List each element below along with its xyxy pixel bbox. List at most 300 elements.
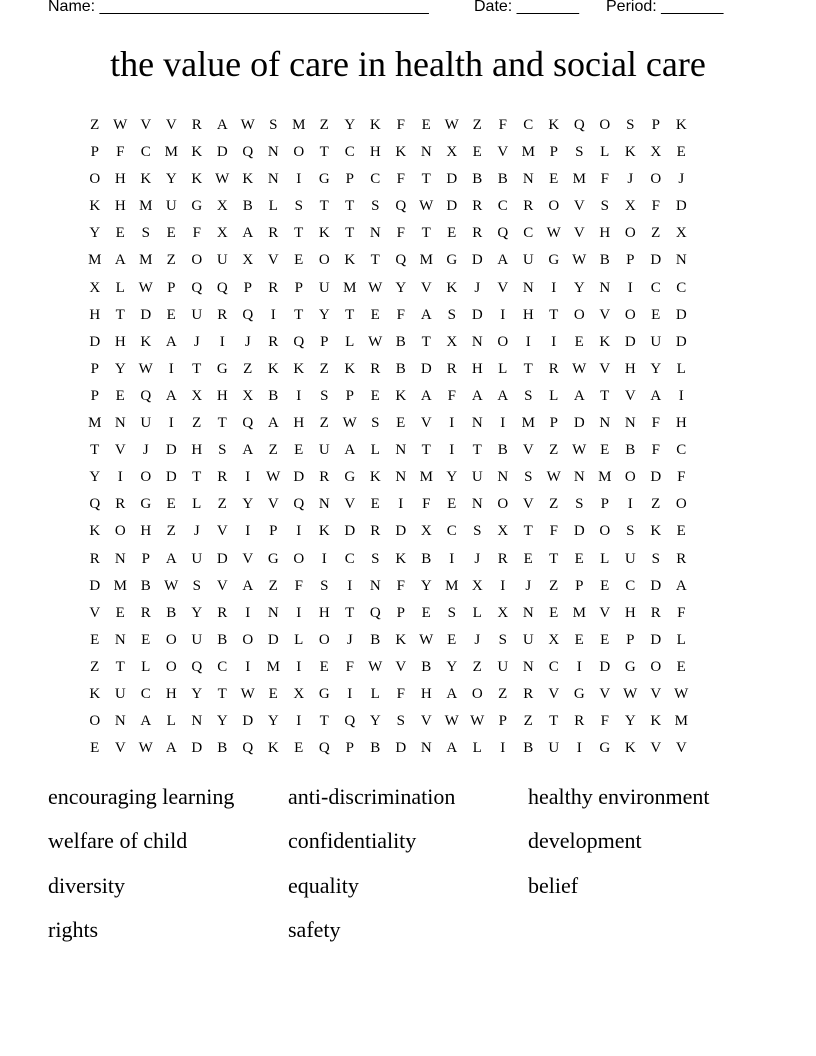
grid-letter[interactable]: Z	[90, 117, 100, 133]
grid-letter[interactable]: V	[420, 713, 432, 730]
grid-letter[interactable]: W	[572, 360, 587, 377]
grid-letter[interactable]: T	[421, 333, 431, 350]
grid-letter[interactable]: P	[345, 740, 354, 757]
grid-letter[interactable]: C	[676, 279, 687, 296]
grid-letter[interactable]: M	[164, 144, 178, 161]
grid-letter[interactable]: U	[471, 469, 483, 486]
grid-letter[interactable]: F	[396, 577, 405, 594]
grid-letter[interactable]: E	[600, 577, 610, 594]
grid-letter[interactable]: T	[345, 604, 355, 621]
grid-letter[interactable]: V	[165, 117, 177, 133]
grid-letter[interactable]: E	[447, 496, 457, 513]
grid-letter[interactable]: G	[446, 252, 458, 269]
grid-letter[interactable]: E	[651, 306, 661, 323]
grid-letter[interactable]: O	[471, 685, 483, 702]
grid-letter[interactable]: O	[293, 144, 305, 161]
grid-letter[interactable]: Z	[549, 577, 559, 594]
grid-letter[interactable]: B	[268, 387, 279, 404]
grid-letter[interactable]: S	[626, 523, 635, 540]
grid-letter[interactable]: N	[522, 171, 534, 188]
grid-letter[interactable]: M	[419, 469, 433, 486]
grid-letter[interactable]: G	[624, 658, 636, 675]
grid-letter[interactable]: L	[549, 387, 559, 404]
grid-letter[interactable]: I	[219, 333, 225, 350]
grid-letter[interactable]: F	[116, 144, 125, 161]
grid-letter[interactable]: S	[371, 415, 380, 432]
grid-letter[interactable]: N	[267, 171, 279, 188]
grid-letter[interactable]: U	[318, 442, 330, 459]
grid-letter[interactable]: S	[575, 144, 584, 161]
grid-letter[interactable]: W	[164, 577, 179, 594]
grid-letter[interactable]: O	[599, 523, 611, 540]
grid-letter[interactable]: W	[572, 442, 587, 459]
grid-letter[interactable]: E	[319, 658, 329, 675]
grid-letter[interactable]: V	[344, 496, 356, 513]
grid-letter[interactable]: K	[318, 225, 330, 242]
grid-letter[interactable]: A	[650, 387, 662, 404]
grid-letter[interactable]: D	[471, 252, 483, 269]
grid-letter[interactable]: Z	[166, 523, 176, 540]
grid-letter[interactable]: A	[471, 387, 483, 404]
grid-letter[interactable]: T	[472, 442, 482, 459]
grid-letter[interactable]: K	[446, 279, 458, 296]
grid-letter[interactable]: V	[650, 685, 662, 702]
grid-letter[interactable]: N	[471, 333, 483, 350]
grid-letter[interactable]: O	[140, 469, 152, 486]
grid-letter[interactable]: L	[115, 279, 125, 296]
grid-letter[interactable]: I	[576, 740, 582, 757]
grid-letter[interactable]: X	[650, 144, 662, 161]
grid-letter[interactable]: K	[242, 171, 254, 188]
grid-letter[interactable]: W	[470, 713, 485, 730]
grid-letter[interactable]: Q	[395, 198, 407, 215]
grid-letter[interactable]: N	[369, 225, 381, 242]
grid-letter[interactable]: M	[572, 604, 586, 621]
grid-letter[interactable]: I	[245, 658, 251, 675]
grid-letter[interactable]: J	[474, 279, 481, 296]
grid-letter[interactable]: V	[522, 442, 534, 459]
grid-letter[interactable]: C	[523, 117, 534, 133]
grid-letter[interactable]: E	[166, 306, 176, 323]
grid-letter[interactable]: T	[294, 225, 304, 242]
grid-letter[interactable]: K	[395, 550, 407, 567]
grid-letter[interactable]: K	[675, 117, 687, 133]
grid-letter[interactable]: W	[419, 198, 434, 215]
grid-letter[interactable]: O	[624, 225, 636, 242]
grid-letter[interactable]: J	[346, 631, 353, 648]
grid-letter[interactable]: E	[370, 306, 380, 323]
grid-letter[interactable]: D	[650, 252, 662, 269]
grid-letter[interactable]: E	[115, 225, 125, 242]
grid-letter[interactable]: B	[497, 442, 508, 459]
grid-letter[interactable]: H	[369, 144, 381, 161]
grid-letter[interactable]: N	[420, 740, 432, 757]
grid-letter[interactable]: K	[624, 144, 636, 161]
grid-letter[interactable]: W	[444, 713, 459, 730]
grid-letter[interactable]: O	[548, 198, 560, 215]
grid-letter[interactable]: M	[419, 252, 433, 269]
grid-letter[interactable]: A	[165, 550, 177, 567]
grid-letter[interactable]: U	[114, 685, 126, 702]
grid-letter[interactable]: O	[624, 306, 636, 323]
grid-letter[interactable]: L	[141, 658, 151, 675]
grid-letter[interactable]: P	[498, 713, 507, 730]
grid-letter[interactable]: K	[89, 685, 101, 702]
grid-letter[interactable]: G	[344, 469, 356, 486]
grid-letter[interactable]: P	[269, 523, 278, 540]
grid-letter[interactable]: H	[522, 306, 534, 323]
grid-letter[interactable]: R	[472, 225, 483, 242]
grid-letter[interactable]: S	[320, 577, 329, 594]
grid-letter[interactable]: E	[421, 604, 431, 621]
grid-letter[interactable]: C	[140, 144, 151, 161]
grid-letter[interactable]: K	[599, 333, 611, 350]
grid-letter[interactable]: I	[296, 171, 302, 188]
grid-letter[interactable]: E	[115, 387, 125, 404]
grid-letter[interactable]: X	[242, 252, 254, 269]
grid-letter[interactable]: G	[216, 360, 228, 377]
grid-letter[interactable]: L	[472, 604, 482, 621]
grid-letter[interactable]: V	[242, 550, 254, 567]
grid-letter[interactable]: A	[242, 577, 254, 594]
grid-letter[interactable]: Q	[242, 740, 254, 757]
grid-letter[interactable]: H	[114, 171, 126, 188]
grid-letter[interactable]: E	[600, 631, 610, 648]
grid-letter[interactable]: T	[523, 523, 533, 540]
grid-letter[interactable]: M	[445, 577, 459, 594]
grid-letter[interactable]: B	[497, 171, 508, 188]
grid-letter[interactable]: A	[675, 577, 687, 594]
grid-letter[interactable]: V	[267, 252, 279, 269]
grid-letter[interactable]: I	[500, 306, 506, 323]
grid-letter[interactable]: P	[549, 144, 558, 161]
grid-letter[interactable]: Q	[369, 604, 381, 621]
grid-letter[interactable]: H	[293, 415, 305, 432]
grid-letter[interactable]: Z	[319, 415, 329, 432]
grid-letter[interactable]: R	[497, 550, 508, 567]
grid-letter[interactable]: V	[420, 415, 432, 432]
grid-letter[interactable]: E	[523, 550, 533, 567]
grid-letter[interactable]: I	[168, 360, 174, 377]
grid-letter[interactable]: A	[267, 415, 279, 432]
grid-letter[interactable]: P	[294, 279, 303, 296]
grid-letter[interactable]: L	[166, 713, 176, 730]
grid-letter[interactable]: N	[599, 279, 611, 296]
grid-letter[interactable]: A	[420, 306, 432, 323]
grid-letter[interactable]: R	[217, 604, 228, 621]
grid-letter[interactable]: T	[294, 306, 304, 323]
grid-letter[interactable]: A	[573, 387, 585, 404]
grid-letter[interactable]: Y	[318, 306, 330, 323]
grid-letter[interactable]: O	[675, 496, 687, 513]
grid-letter[interactable]: O	[624, 469, 636, 486]
grid-letter[interactable]: L	[294, 631, 304, 648]
grid-letter[interactable]: K	[344, 360, 356, 377]
grid-letter[interactable]: L	[345, 333, 355, 350]
grid-letter[interactable]: P	[600, 496, 609, 513]
grid-letter[interactable]: T	[90, 442, 100, 459]
grid-letter[interactable]: V	[650, 740, 662, 757]
grid-letter[interactable]: U	[191, 631, 203, 648]
grid-letter[interactable]: L	[676, 360, 686, 377]
grid-letter[interactable]: Z	[651, 225, 661, 242]
grid-letter[interactable]: F	[651, 442, 660, 459]
grid-letter[interactable]: R	[548, 360, 559, 377]
grid-letter[interactable]: Y	[420, 577, 432, 594]
grid-letter[interactable]: R	[574, 713, 585, 730]
grid-letter[interactable]: T	[421, 171, 431, 188]
grid-letter[interactable]: G	[548, 252, 560, 269]
grid-letter[interactable]: R	[650, 604, 661, 621]
grid-letter[interactable]: K	[318, 523, 330, 540]
grid-letter[interactable]: D	[675, 306, 687, 323]
grid-letter[interactable]: T	[370, 252, 380, 269]
grid-letter[interactable]: Y	[191, 685, 203, 702]
grid-letter[interactable]: L	[370, 442, 380, 459]
grid-letter[interactable]: W	[342, 415, 357, 432]
grid-letter[interactable]: X	[497, 523, 509, 540]
grid-letter[interactable]: U	[191, 306, 203, 323]
grid-letter[interactable]: M	[572, 171, 586, 188]
grid-letter[interactable]: U	[140, 415, 152, 432]
grid-letter[interactable]: F	[677, 469, 686, 486]
grid-letter[interactable]: N	[267, 144, 279, 161]
grid-letter[interactable]: N	[471, 415, 483, 432]
grid-letter[interactable]: X	[216, 198, 228, 215]
grid-letter[interactable]: D	[471, 306, 483, 323]
grid-letter[interactable]: R	[115, 496, 126, 513]
grid-letter[interactable]: W	[215, 171, 230, 188]
grid-letter[interactable]: S	[371, 198, 380, 215]
grid-letter[interactable]: T	[345, 306, 355, 323]
grid-letter[interactable]: R	[191, 117, 202, 133]
grid-letter[interactable]: C	[140, 685, 151, 702]
grid-letter[interactable]: Y	[395, 279, 407, 296]
grid-letter[interactable]: Z	[268, 577, 278, 594]
grid-letter[interactable]: Q	[344, 713, 356, 730]
grid-letter[interactable]: N	[114, 415, 126, 432]
grid-letter[interactable]: W	[138, 360, 153, 377]
grid-letter[interactable]: E	[447, 631, 457, 648]
grid-letter[interactable]: Q	[140, 387, 152, 404]
grid-letter[interactable]: Z	[472, 658, 482, 675]
grid-letter[interactable]: X	[446, 144, 458, 161]
grid-letter[interactable]: M	[139, 252, 153, 269]
grid-letter[interactable]: Q	[497, 225, 509, 242]
grid-letter[interactable]: K	[89, 523, 101, 540]
grid-letter[interactable]: Y	[446, 658, 458, 675]
grid-letter[interactable]: O	[497, 333, 509, 350]
grid-letter[interactable]: I	[576, 658, 582, 675]
grid-letter[interactable]: M	[266, 658, 280, 675]
grid-letter[interactable]: I	[168, 415, 174, 432]
grid-letter[interactable]: X	[420, 523, 432, 540]
grid-letter[interactable]: D	[165, 469, 177, 486]
grid-letter[interactable]: B	[140, 577, 151, 594]
grid-letter[interactable]: D	[242, 713, 254, 730]
grid-letter[interactable]: K	[191, 171, 203, 188]
grid-letter[interactable]: I	[347, 685, 353, 702]
grid-letter[interactable]: E	[370, 496, 380, 513]
grid-letter[interactable]: S	[396, 713, 405, 730]
grid-letter[interactable]: J	[244, 333, 251, 350]
grid-letter[interactable]: V	[497, 279, 509, 296]
grid-letter[interactable]: G	[599, 740, 611, 757]
grid-letter[interactable]: M	[113, 577, 127, 594]
grid-letter[interactable]: A	[420, 387, 432, 404]
grid-letter[interactable]: I	[270, 306, 276, 323]
grid-letter[interactable]: S	[651, 550, 660, 567]
grid-letter[interactable]: K	[267, 360, 279, 377]
grid-letter[interactable]: F	[422, 496, 431, 513]
grid-letter[interactable]: Q	[242, 415, 254, 432]
grid-letter[interactable]: E	[574, 631, 584, 648]
grid-letter[interactable]: B	[242, 198, 253, 215]
grid-letter[interactable]: W	[674, 685, 689, 702]
grid-letter[interactable]: J	[474, 631, 481, 648]
grid-letter[interactable]: O	[165, 658, 177, 675]
grid-letter[interactable]: V	[216, 523, 228, 540]
grid-letter[interactable]: Y	[344, 117, 356, 133]
grid-letter[interactable]: S	[447, 306, 456, 323]
grid-letter[interactable]: O	[573, 306, 585, 323]
grid-letter[interactable]: Q	[395, 252, 407, 269]
grid-letter[interactable]: I	[449, 415, 455, 432]
grid-letter[interactable]: A	[497, 387, 509, 404]
grid-letter[interactable]: O	[191, 252, 203, 269]
grid-letter[interactable]: J	[627, 171, 634, 188]
grid-letter[interactable]: O	[318, 631, 330, 648]
grid-letter[interactable]: C	[446, 523, 457, 540]
grid-letter[interactable]: D	[267, 631, 279, 648]
grid-letter[interactable]: W	[138, 740, 153, 757]
grid-letter[interactable]: W	[240, 117, 255, 133]
grid-letter[interactable]: U	[548, 740, 560, 757]
grid-letter[interactable]: B	[599, 252, 610, 269]
grid-letter[interactable]: R	[523, 685, 534, 702]
grid-letter[interactable]: V	[573, 198, 585, 215]
grid-letter[interactable]: D	[650, 577, 662, 594]
grid-letter[interactable]: E	[166, 225, 176, 242]
grid-letter[interactable]: V	[420, 279, 432, 296]
grid-letter[interactable]: E	[549, 171, 559, 188]
grid-letter[interactable]: J	[474, 550, 481, 567]
grid-letter[interactable]: N	[675, 252, 687, 269]
grid-letter[interactable]: T	[600, 387, 610, 404]
grid-letter[interactable]: D	[420, 360, 432, 377]
grid-letter[interactable]: L	[600, 550, 610, 567]
grid-letter[interactable]: Y	[650, 360, 662, 377]
grid-letter[interactable]: U	[165, 198, 177, 215]
grid-letter[interactable]: F	[600, 171, 609, 188]
grid-letter[interactable]: D	[573, 523, 585, 540]
grid-letter[interactable]: K	[140, 333, 152, 350]
grid-letter[interactable]: H	[140, 523, 152, 540]
grid-letter[interactable]: K	[548, 117, 560, 133]
grid-letter[interactable]: C	[625, 577, 636, 594]
grid-letter[interactable]: E	[141, 631, 151, 648]
grid-letter[interactable]: I	[296, 604, 302, 621]
grid-letter[interactable]: R	[676, 550, 687, 567]
grid-letter[interactable]: H	[599, 225, 611, 242]
grid-letter[interactable]: Z	[498, 685, 508, 702]
grid-letter[interactable]: M	[343, 279, 357, 296]
grid-letter[interactable]: B	[421, 550, 432, 567]
grid-letter[interactable]: C	[370, 171, 381, 188]
grid-letter[interactable]: C	[523, 225, 534, 242]
grid-letter[interactable]: V	[599, 685, 611, 702]
grid-letter[interactable]: E	[396, 415, 406, 432]
grid-letter[interactable]: Y	[216, 713, 228, 730]
grid-letter[interactable]: B	[472, 171, 483, 188]
grid-letter[interactable]: V	[114, 442, 126, 459]
grid-letter[interactable]: E	[294, 252, 304, 269]
grid-letter[interactable]: S	[498, 631, 507, 648]
grid-letter[interactable]: I	[321, 550, 327, 567]
grid-letter[interactable]: E	[268, 685, 278, 702]
grid-letter[interactable]: P	[651, 117, 660, 133]
grid-letter[interactable]: D	[650, 631, 662, 648]
grid-letter[interactable]: I	[347, 577, 353, 594]
grid-letter[interactable]: D	[675, 333, 687, 350]
grid-letter[interactable]: F	[396, 171, 405, 188]
grid-letter[interactable]: H	[624, 360, 636, 377]
grid-letter[interactable]: Q	[216, 279, 228, 296]
grid-letter[interactable]: I	[551, 333, 557, 350]
grid-letter[interactable]: D	[216, 144, 228, 161]
grid-letter[interactable]: L	[370, 685, 380, 702]
grid-letter[interactable]: T	[549, 713, 559, 730]
grid-letter[interactable]: I	[678, 387, 684, 404]
grid-letter[interactable]: H	[420, 685, 432, 702]
grid-letter[interactable]: O	[497, 496, 509, 513]
grid-letter[interactable]: D	[573, 415, 585, 432]
grid-letter[interactable]: Z	[319, 117, 329, 133]
grid-letter[interactable]: O	[89, 171, 101, 188]
grid-letter[interactable]: T	[192, 360, 202, 377]
grid-letter[interactable]: S	[141, 225, 150, 242]
grid-letter[interactable]: Z	[243, 360, 253, 377]
grid-letter[interactable]: E	[676, 658, 686, 675]
grid-letter[interactable]: Z	[523, 713, 533, 730]
grid-letter[interactable]: K	[624, 740, 636, 757]
grid-letter[interactable]: F	[651, 198, 660, 215]
grid-letter[interactable]: P	[141, 550, 150, 567]
grid-letter[interactable]: F	[600, 713, 609, 730]
grid-letter[interactable]: S	[218, 442, 227, 459]
grid-letter[interactable]: I	[245, 523, 251, 540]
grid-letter[interactable]: W	[546, 225, 561, 242]
grid-letter[interactable]: M	[521, 144, 535, 161]
grid-letter[interactable]: X	[216, 225, 228, 242]
grid-letter[interactable]: D	[650, 469, 662, 486]
grid-letter[interactable]: V	[599, 604, 611, 621]
grid-letter[interactable]: K	[395, 387, 407, 404]
grid-letter[interactable]: B	[523, 740, 534, 757]
grid-letter[interactable]: F	[447, 387, 456, 404]
grid-letter[interactable]: G	[318, 171, 330, 188]
grid-letter[interactable]: R	[217, 469, 228, 486]
grid-letter[interactable]: I	[500, 415, 506, 432]
grid-letter[interactable]: N	[522, 658, 534, 675]
grid-letter[interactable]: X	[548, 631, 560, 648]
grid-letter[interactable]: A	[446, 740, 458, 757]
grid-letter[interactable]: S	[524, 387, 533, 404]
grid-letter[interactable]: U	[522, 631, 534, 648]
grid-letter[interactable]: C	[676, 442, 687, 459]
grid-letter[interactable]: F	[192, 225, 201, 242]
grid-letter[interactable]: P	[90, 144, 99, 161]
